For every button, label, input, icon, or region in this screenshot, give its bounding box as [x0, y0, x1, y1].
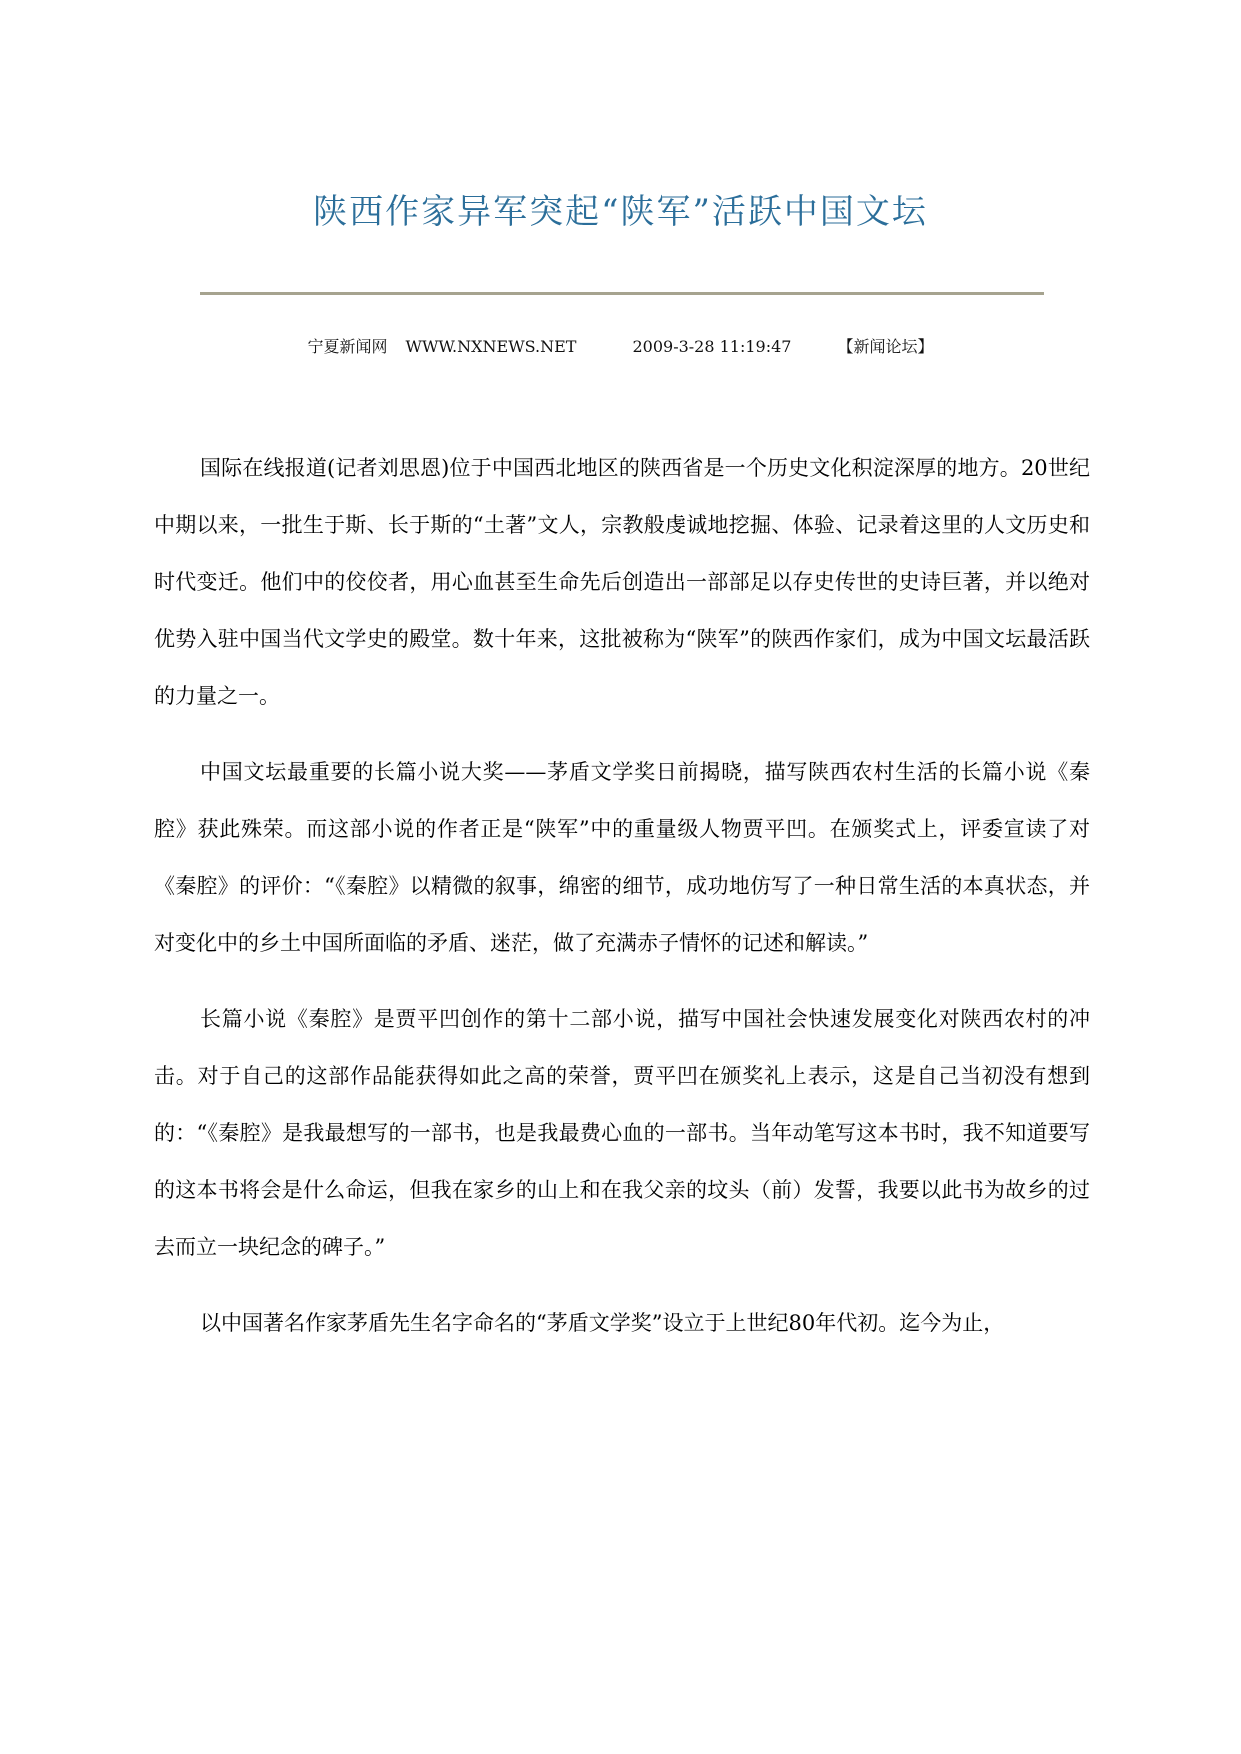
meta-site: WWW.NXNEWS.NET: [405, 337, 577, 356]
meta-datetime: 2009-3-28 11:19:47: [632, 337, 792, 356]
article-title: 陕西作家异军突起“陕军”活跃中国文坛: [313, 192, 928, 232]
article-meta: [0, 334, 1241, 360]
paragraph: 长篇小说《秦腔》是贾平凹创作的第十二部小说，描写中国社会快速发展变化对陕西农村的冲击。对于自己的这部作品能获得如此之高的荣誉，贾平凹在颁奖礼上表示，这是自己当初没有想到的：“《秦腔》是我最想写的一部书，也是我最费心血的一部书。当年动笔写这本书时，我不知道要写的这本书将会是什么命运，但我在家乡的山上和在我父亲的坟头（前）发誓，我要以此书为故乡的过去而立一块纪念的碑子。”: [154, 1007, 1090, 1259]
paragraph: 以中国著名作家茅盾先生名字命名的“茅盾文学奖”设立于上世纪80年代初。迄今为止，: [200, 1311, 1005, 1335]
paragraph: 中国文坛最重要的长篇小说大奖——茅盾文学奖日前揭晓，描写陕西农村生活的长篇小说《秦腔》获此殊荣。而这部小说的作者正是“陕军”中的重量级人物贾平凹。在颁奖式上，评委宣读了对《秦腔》的评价：“《秦腔》以精微的叙事，绵密的细节，成功地仿写了一种日常生活的本真状态，并对变化中的乡土中国所面临的矛盾、迷茫，做了充满赤子情怀的记述和解读。”: [154, 760, 1090, 955]
meta-forum-link[interactable]: 【新闻论坛】: [837, 337, 934, 356]
meta-source: 宁夏新闻网: [307, 337, 388, 356]
article-body: [154, 440, 1090, 1371]
paragraph: 国际在线报道(记者刘思恩)位于中国西北地区的陕西省是一个历史文化积淀深厚的地方。20世纪中期以来，一批生于斯、长于斯的“土著”文人，宗教般虔诚地挖掘、体验、记录着这里的人文历史和时代变迁。他们中的佼佼者，用心血甚至生命先后创造出一部部足以存史传世的史诗巨著，并以绝对优势入驻中国当代文学史的殿堂。数十年来，这批被称为“陕军”的陕西作家们，成为中国文坛最活跃的力量之一。: [154, 456, 1090, 708]
title-divider: [200, 292, 1044, 295]
